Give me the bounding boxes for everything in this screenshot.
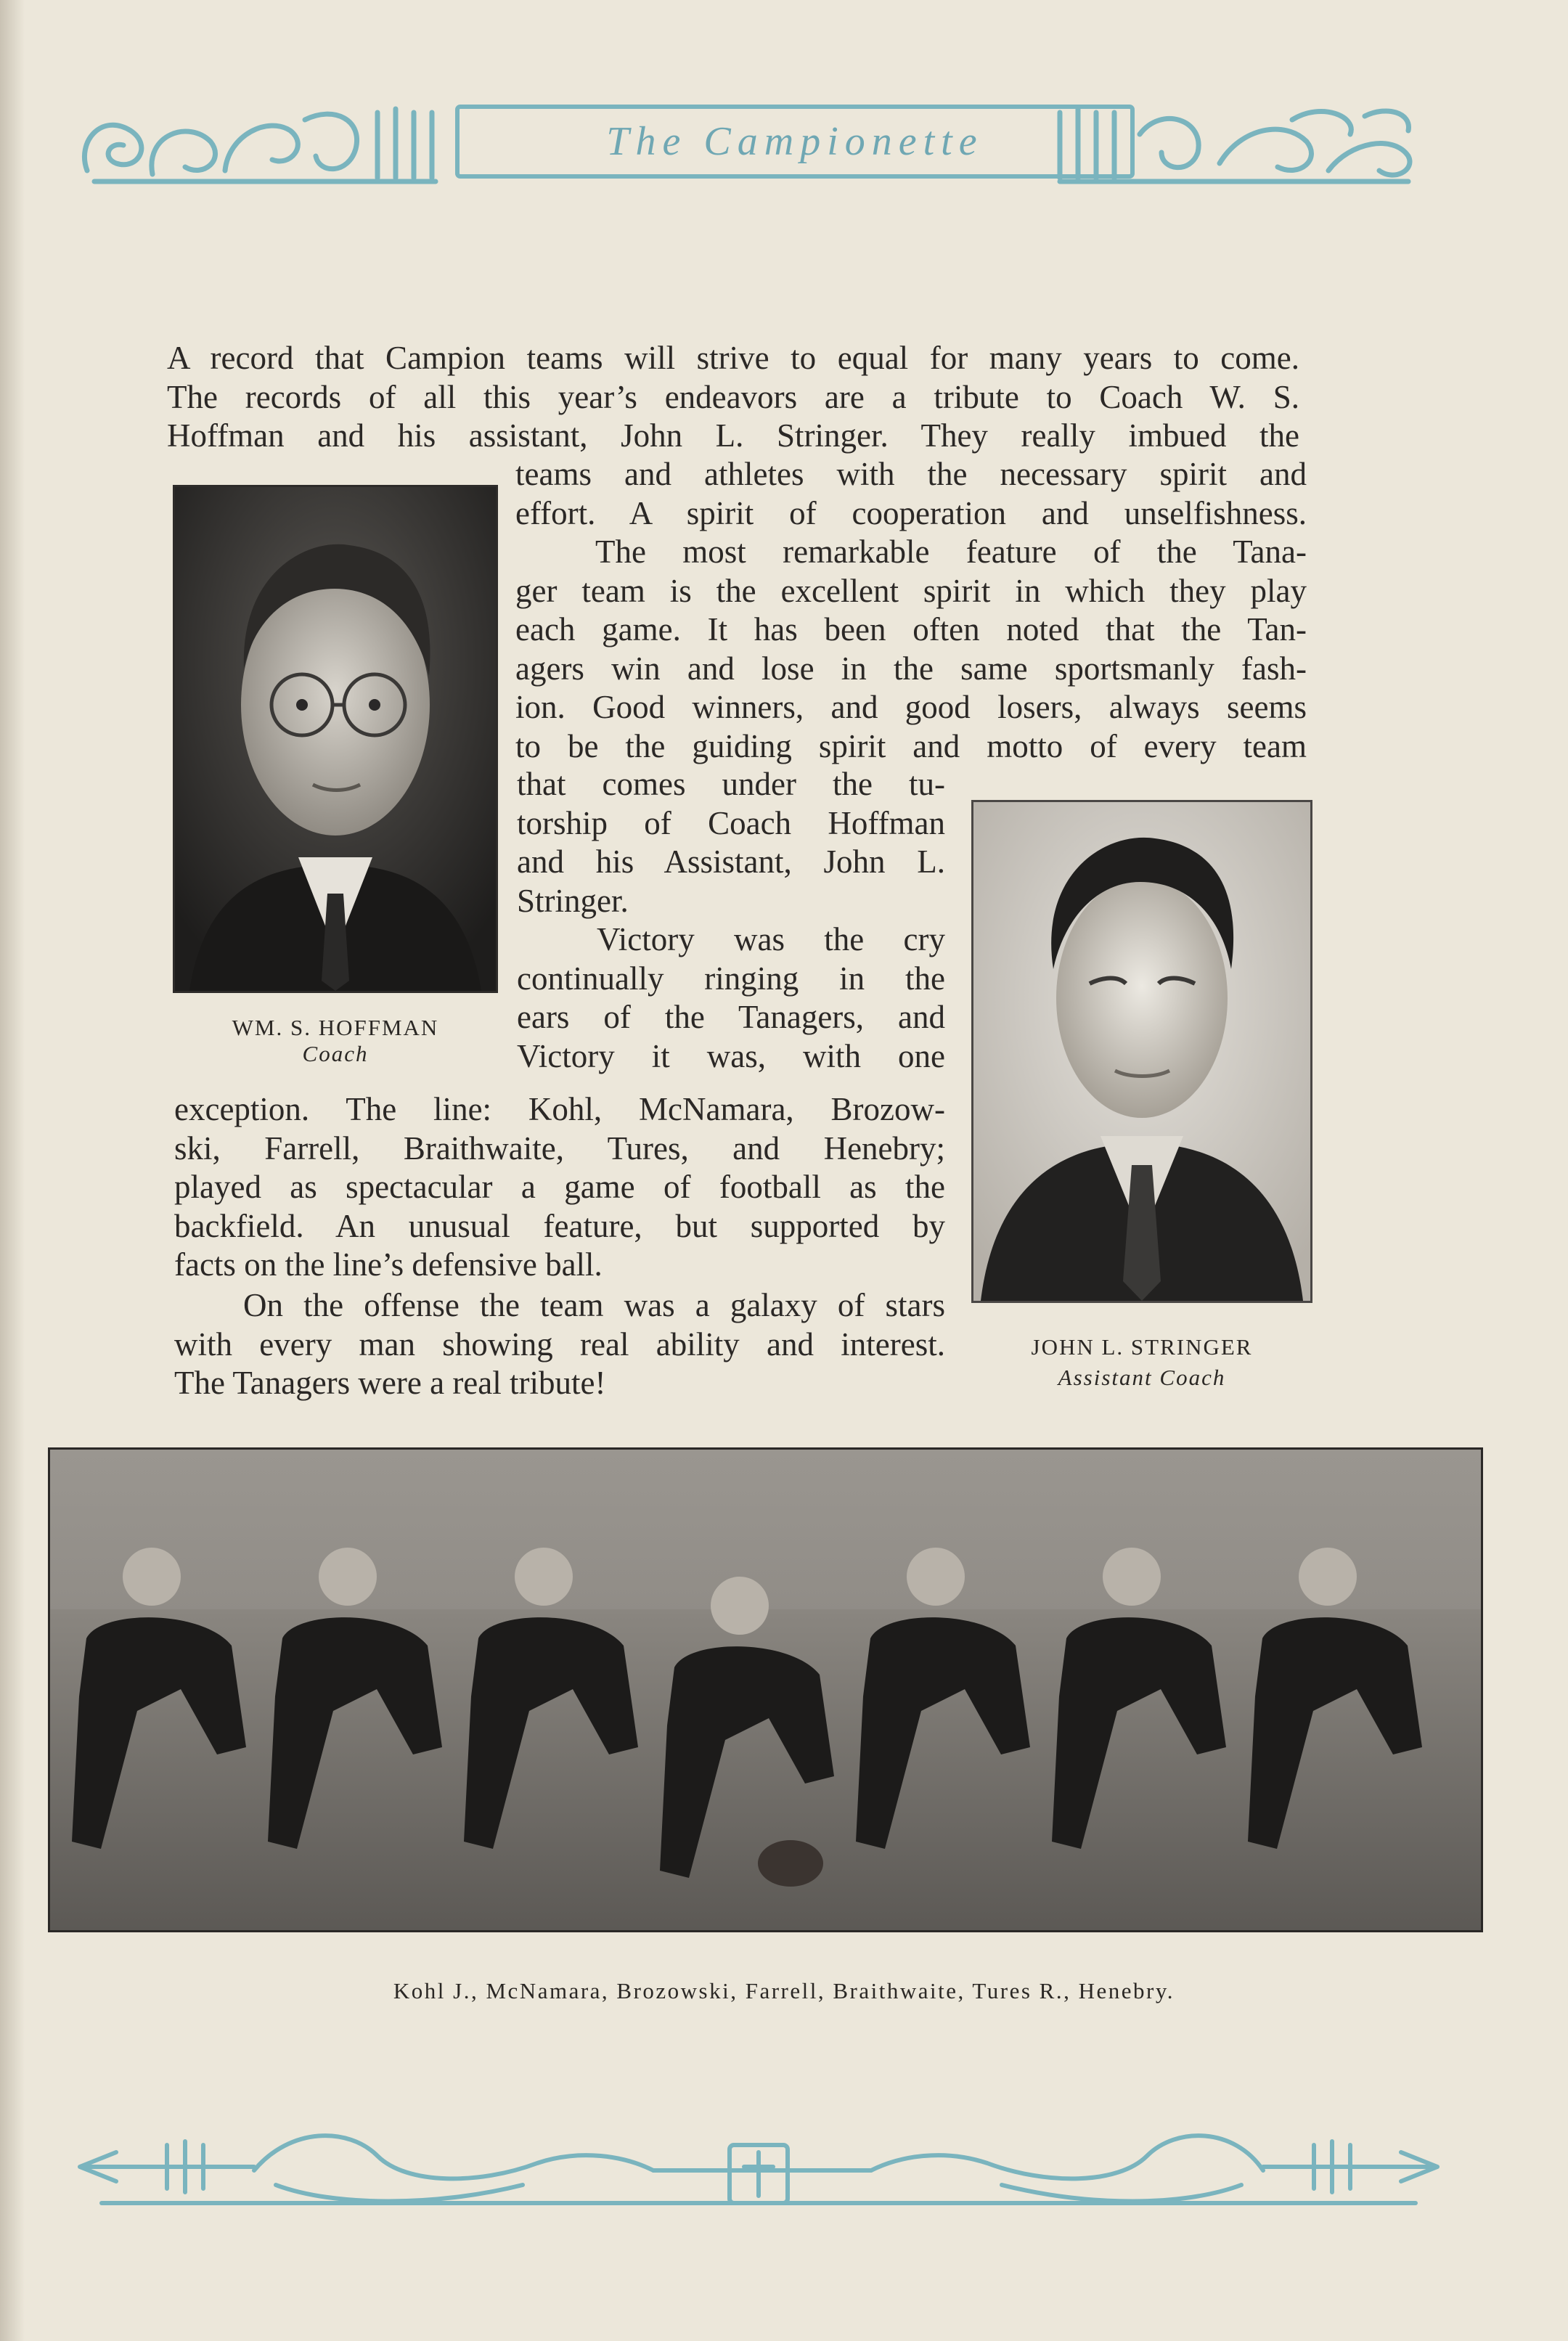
text-line: On the offense the team was a galaxy of stars	[243, 1287, 945, 1323]
team-photo-caption: Kohl J., McNamara, Brozowski, Farrell, Braithwaite, Tures R., Henebry.	[393, 1978, 1175, 2003]
text-line: torship of Coach Hoffman	[517, 804, 945, 841]
paragraph-intro	[167, 339, 1299, 456]
text-line: backfield. An unusual feature, but supported by	[174, 1207, 945, 1244]
hoffman-portrait	[173, 485, 498, 993]
text-line: The Tanagers were a real tribute!	[174, 1365, 606, 1401]
text-line: facts on the line’s defensive ball.	[174, 1246, 603, 1283]
player-head	[907, 1548, 965, 1606]
page-header-banner	[73, 91, 1416, 192]
text-line: A record that Campion teams will strive to equal for many years to come.	[167, 340, 1299, 376]
text-line: exception. The line: Kohl, McNamara, Brozow-	[174, 1091, 945, 1127]
hoffman-caption-role: Coach	[302, 1041, 369, 1066]
player-head	[123, 1548, 181, 1606]
text-line: The records of all this year’s endeavors are a tribute to Coach W. S.	[167, 378, 1299, 415]
player-head	[319, 1548, 377, 1606]
hoffman-caption-name: WM. S. HOFFMAN	[232, 1015, 439, 1040]
text-line: and his Assistant, John L.	[517, 843, 945, 880]
text-line: effort. A spirit of cooperation and unselfishness.	[515, 494, 1307, 531]
text-line: ion. Good winners, and good losers, always seems	[515, 689, 1307, 725]
player-head	[515, 1548, 573, 1606]
text-line: Stringer.	[517, 882, 629, 919]
footer-ornament-image	[73, 2112, 1445, 2221]
text-line: teams and athletes with the necessary spirit and	[515, 456, 1307, 492]
text-line: to be the guiding spirit and motto of every team	[515, 727, 1307, 764]
paragraph-tutorship	[517, 765, 945, 1076]
text-line: Victory it was, with one	[517, 1037, 945, 1074]
page-footer-ornament	[73, 2112, 1445, 2221]
text-line: Hoffman and his assistant, John L. Stringer. They really imbued the	[167, 417, 1299, 454]
player-head	[1103, 1548, 1161, 1606]
player-head	[711, 1577, 769, 1635]
portrait-image	[175, 487, 496, 991]
text-line: ger team is the excellent spirit in which they play	[515, 572, 1307, 609]
text-line: with every man showing real ability and interest.	[174, 1325, 945, 1362]
team-photo-image	[50, 1450, 1481, 1930]
text-line: played as spectacular a game of football as the	[174, 1169, 945, 1205]
page-binding-edge	[0, 0, 25, 2341]
stringer-portrait	[971, 800, 1312, 1303]
paragraph-offense	[174, 1286, 945, 1403]
text-line: that comes under the tu-	[517, 766, 945, 802]
stringer-caption-role: Assistant Coach	[1058, 1365, 1226, 1390]
paragraph-spirit	[515, 455, 1307, 766]
text-line: The most remarkable feature of the Tana-	[595, 534, 1307, 570]
text-line: ears of the Tanagers, and	[517, 999, 945, 1035]
text-line: ski, Farrell, Braithwaite, Tures, and Henebry;	[174, 1129, 945, 1167]
player-head	[1299, 1548, 1357, 1606]
text-line: agers win and lose in the same sportsmanly fash-	[515, 650, 1307, 687]
stringer-caption-name: JOHN L. STRINGER	[1031, 1334, 1253, 1360]
text-line: continually ringing in the	[517, 960, 945, 997]
paragraph-line-play	[174, 1090, 945, 1285]
team-line-photo	[48, 1447, 1483, 1932]
text-line: each game. It has been often noted that the Tan-	[515, 611, 1307, 647]
text-line: Victory was the cry	[597, 921, 945, 957]
page-title: The Campionette	[606, 119, 984, 164]
portrait-image	[973, 802, 1310, 1301]
